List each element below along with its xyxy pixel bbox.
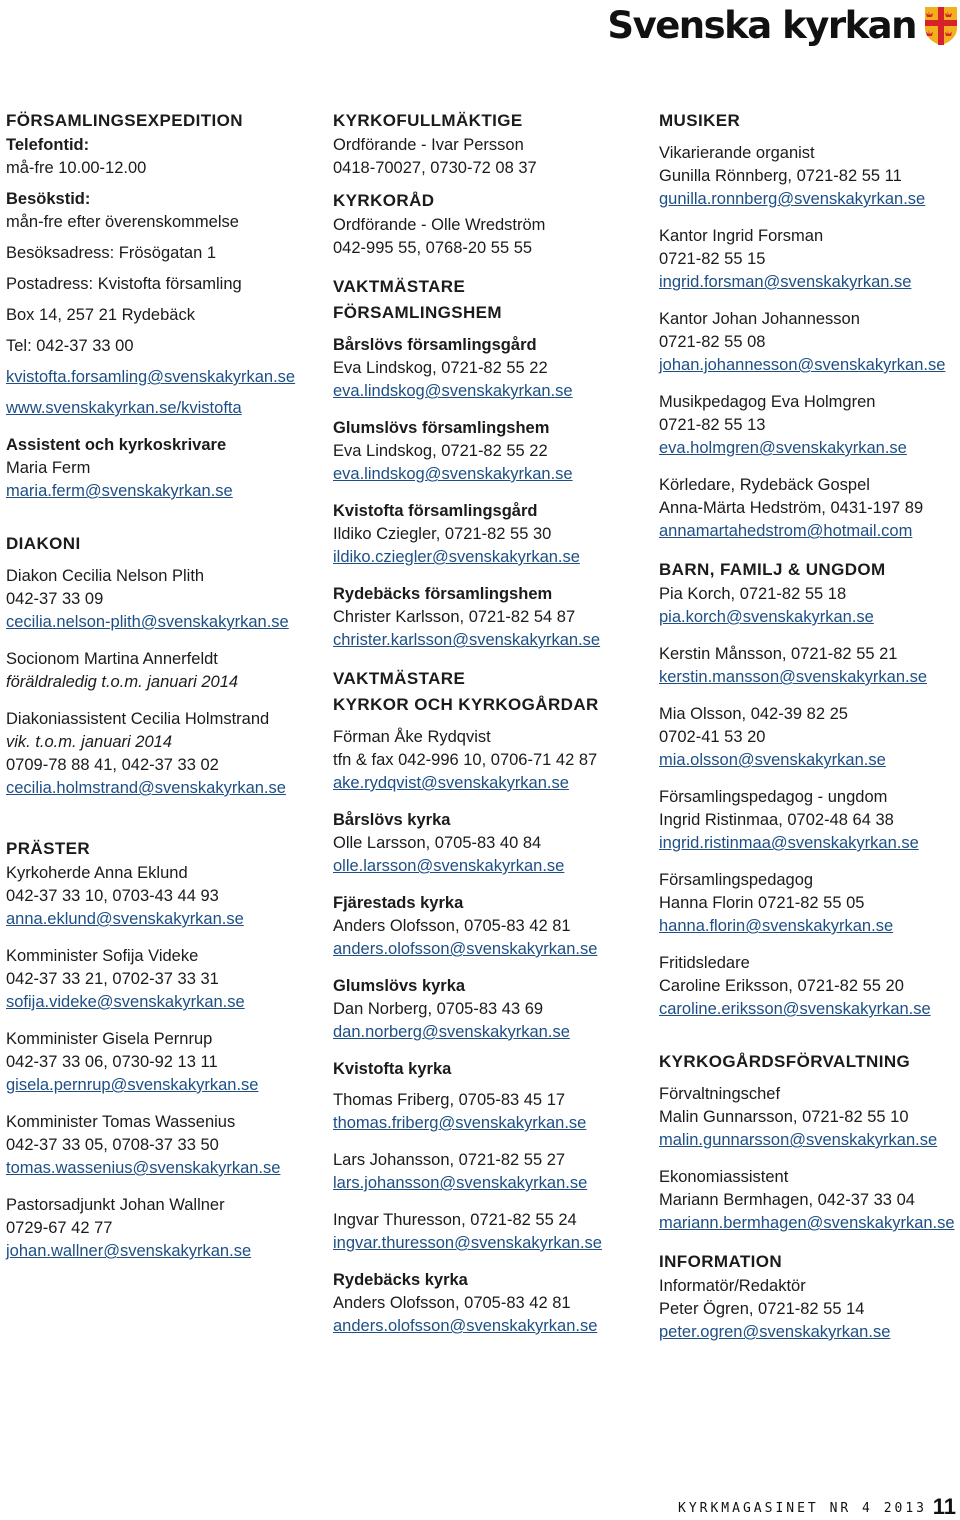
telefontid-label: Telefontid:: [6, 136, 90, 154]
bfu-6-title: Fritidsledare: [659, 954, 750, 972]
bfu-2-contact: Kerstin Månsson, 0721-82 55 21: [659, 645, 898, 663]
rydeback-kyrka-title: Rydebäcks kyrka: [333, 1271, 468, 1289]
kvistofta-kyrka-contact-1: Thomas Friberg, 0705-83 45 17: [333, 1091, 566, 1109]
kvistofta-kyrka-contact-3: Ingvar Thuresson, 0721-82 55 24: [333, 1211, 577, 1229]
musiker-1-contact: Gunilla Rönnberg, 0721-82 55 11: [659, 167, 902, 185]
column-musiker: [659, 108, 959, 1344]
bfu-6-email-link[interactable]: caroline.eriksson@svenskakyrkan.se: [659, 1000, 931, 1018]
heading-kyrkorad: KYRKORÅD: [333, 191, 435, 210]
rydeback-hem-contact: Christer Karlsson, 0721-82 54 87: [333, 608, 576, 626]
bfu-5-contact: Hanna Florin 0721-82 55 05: [659, 894, 865, 912]
prast-2-phone: 042-37 33 21, 0702-37 33 31: [6, 970, 219, 988]
diakoniassistent-email-link[interactable]: cecilia.holmstrand@svenskakyrkan.se: [6, 779, 286, 797]
diakon-phone: 042-37 33 09: [6, 590, 104, 608]
glumslov-kyrka-contact: Dan Norberg, 0705-83 43 69: [333, 1000, 544, 1018]
column-vaktmastare: [333, 108, 651, 1338]
forman-email-link[interactable]: ake.rydqvist@svenskakyrkan.se: [333, 774, 569, 792]
musiker-4-title: Musikpedagog Eva Holmgren: [659, 393, 876, 411]
kvistofta-kyrka-email-link-1[interactable]: thomas.friberg@svenskakyrkan.se: [333, 1114, 587, 1132]
kgf-2-email-link[interactable]: mariann.bermhagen@svenskakyrkan.se: [659, 1214, 955, 1232]
musiker-1-email-link[interactable]: gunilla.ronnberg@svenskakyrkan.se: [659, 190, 926, 208]
diakon-name: Diakon Cecilia Nelson Plith: [6, 567, 205, 585]
barslov-kyrka-contact: Olle Larsson, 0705-83 40 84: [333, 834, 542, 852]
logo-text: Svenska kyrkan: [607, 4, 916, 47]
rydeback-kyrka-email-link[interactable]: anders.olofsson@svenskakyrkan.se: [333, 1317, 598, 1335]
heading-information: INFORMATION: [659, 1252, 783, 1271]
prast-4-email-link[interactable]: tomas.wassenius@svenskakyrkan.se: [6, 1159, 281, 1177]
diakoniassistent-note: vik. t.o.m. januari 2014: [6, 733, 172, 751]
heading-kyrkogardsforvaltning: KYRKOGÅRDSFÖRVALTNING: [659, 1052, 911, 1071]
barslov-kyrka-title: Bårslövs kyrka: [333, 811, 451, 829]
assistent-title: Assistent och kyrkoskrivare: [6, 436, 227, 454]
prast-1-email-link[interactable]: anna.eklund@svenskakyrkan.se: [6, 910, 244, 928]
kvistofta-kyrka-contact-2: Lars Johansson, 0721-82 55 27: [333, 1151, 566, 1169]
prast-2-email-link[interactable]: sofija.videke@svenskakyrkan.se: [6, 993, 245, 1011]
heading-musiker: MUSIKER: [659, 111, 741, 130]
prast-4-phone: 042-37 33 05, 0708-37 33 50: [6, 1136, 219, 1154]
info-1-contact: Peter Ögren, 0721-82 55 14: [659, 1300, 865, 1318]
prast-3-email-link[interactable]: gisela.pernrup@svenskakyrkan.se: [6, 1076, 259, 1094]
heading-praster: PRÄSTER: [6, 839, 91, 858]
kgf-1-email-link[interactable]: malin.gunnarsson@svenskakyrkan.se: [659, 1131, 938, 1149]
kvistofta-kyrka-email-link-2[interactable]: lars.johansson@svenskakyrkan.se: [333, 1174, 588, 1192]
email-link[interactable]: kvistofta.forsamling@svenskakyrkan.se: [6, 368, 296, 386]
kr-chair: Ordförande - Olle Wredström: [333, 216, 546, 234]
bfu-6-contact: Caroline Eriksson, 0721-82 55 20: [659, 977, 904, 995]
heading-diakoni: DIAKONI: [6, 534, 81, 553]
barslov-kyrka-email-link[interactable]: olle.larsson@svenskakyrkan.se: [333, 857, 565, 875]
heading-kyrkor-kyrkogardar: KYRKOR OCH KYRKOGÅRDAR: [333, 695, 599, 714]
column-expedition: [6, 108, 321, 1263]
magazine-footer: KYRKMAGASINET NR 4 2013: [678, 1501, 928, 1516]
rydeback-hem-title: Rydebäcks församlingshem: [333, 585, 553, 603]
musiker-5-email-link[interactable]: annamartahedstrom@hotmail.com: [659, 522, 913, 540]
kvistofta-gard-contact: Ildiko Cziegler, 0721-82 55 30: [333, 525, 552, 543]
musiker-3-title: Kantor Johan Johannesson: [659, 310, 860, 328]
glumslov-hem-title: Glumslövs församlingshem: [333, 419, 550, 437]
besokstid-value: mån-fre efter överenskommelse: [6, 213, 239, 231]
prast-1-name: Kyrkoherde Anna Eklund: [6, 864, 188, 882]
telefontid-value: må-fre 10.00-12.00: [6, 159, 147, 177]
bfu-5-title: Församlingspedagog: [659, 871, 814, 889]
bfu-1-email-link[interactable]: pia.korch@svenskakyrkan.se: [659, 608, 874, 626]
bfu-4-email-link[interactable]: ingrid.ristinmaa@svenskakyrkan.se: [659, 834, 919, 852]
rydeback-hem-email-link[interactable]: christer.karlsson@svenskakyrkan.se: [333, 631, 601, 649]
barslov-gard-title: Bårslövs församlingsgård: [333, 336, 537, 354]
musiker-2-email-link[interactable]: ingrid.forsman@svenskakyrkan.se: [659, 273, 912, 291]
kgf-1-title: Förvaltningschef: [659, 1085, 781, 1103]
barslov-gard-email-link[interactable]: eva.lindskog@svenskakyrkan.se: [333, 382, 573, 400]
church-crest-icon: [924, 6, 958, 46]
kf-phone: 0418-70027, 0730-72 08 37: [333, 159, 537, 177]
kgf-2-title: Ekonomiassistent: [659, 1168, 789, 1186]
forman-phone: tfn & fax 042-996 10, 0706-71 42 87: [333, 751, 598, 769]
fjarestad-kyrka-title: Fjärestads kyrka: [333, 894, 464, 912]
bfu-1-contact: Pia Korch, 0721-82 55 18: [659, 585, 847, 603]
barslov-gard-contact: Eva Lindskog, 0721-82 55 22: [333, 359, 548, 377]
glumslov-kyrka-email-link[interactable]: dan.norberg@svenskakyrkan.se: [333, 1023, 570, 1041]
glumslov-kyrka-title: Glumslövs kyrka: [333, 977, 466, 995]
postadress: Postadress: Kvistofta församling: [6, 275, 242, 293]
prast-5-email-link[interactable]: johan.wallner@svenskakyrkan.se: [6, 1242, 252, 1260]
prast-5-phone: 0729-67 42 77: [6, 1219, 113, 1237]
kvistofta-gard-email-link[interactable]: ildiko.cziegler@svenskakyrkan.se: [333, 548, 580, 566]
bfu-5-email-link[interactable]: hanna.florin@svenskakyrkan.se: [659, 917, 894, 935]
besoksadress: Besöksadress: Frösögatan 1: [6, 244, 217, 262]
musiker-4-email-link[interactable]: eva.holmgren@svenskakyrkan.se: [659, 439, 907, 457]
musiker-2-phone: 0721-82 55 15: [659, 250, 766, 268]
socionom-note: föräldraledig t.o.m. januari 2014: [6, 673, 239, 691]
socionom-name: Socionom Martina Annerfeldt: [6, 650, 218, 668]
page-number: 11: [932, 1494, 956, 1519]
musiker-5-title: Körledare, Rydebäck Gospel: [659, 476, 870, 494]
heading-kyrkofullmaktige: KYRKOFULLMÄKTIGE: [333, 111, 523, 130]
musiker-4-phone: 0721-82 55 13: [659, 416, 766, 434]
musiker-1-title: Vikarierande organist: [659, 144, 815, 162]
musiker-3-phone: 0721-82 55 08: [659, 333, 766, 351]
kr-phone: 042-995 55, 0768-20 55 55: [333, 239, 533, 257]
info-1-email-link[interactable]: peter.ogren@svenskakyrkan.se: [659, 1323, 891, 1341]
prast-4-name: Komminister Tomas Wassenius: [6, 1113, 236, 1131]
forman-name: Förman Åke Rydqvist: [333, 728, 491, 746]
musiker-2-title: Kantor Ingrid Forsman: [659, 227, 824, 245]
heading-vaktmastare-2: VAKTMÄSTARE: [333, 669, 466, 688]
rydeback-kyrka-contact: Anders Olofsson, 0705-83 42 81: [333, 1294, 571, 1312]
prast-5-name: Pastorsadjunkt Johan Wallner: [6, 1196, 225, 1214]
diakon-email-link[interactable]: cecilia.nelson-plith@svenskakyrkan.se: [6, 613, 289, 631]
phone-main: Tel: 042-37 33 00: [6, 337, 134, 355]
bfu-3-contact: Mia Olsson, 042-39 82 25: [659, 705, 848, 723]
kgf-2-contact: Mariann Bermhagen, 042-37 33 04: [659, 1191, 915, 1209]
bfu-4-title: Församlingspedagog - ungdom: [659, 788, 888, 806]
musiker-5-contact: Anna-Märta Hedström, 0431-197 89: [659, 499, 924, 517]
prast-3-name: Komminister Gisela Pernrup: [6, 1030, 213, 1048]
bfu-4-contact: Ingrid Ristinmaa, 0702-48 64 38: [659, 811, 894, 829]
postbox: Box 14, 257 21 Rydebäck: [6, 306, 195, 324]
heading-forsamlingsexpedition: FÖRSAMLINGSEXPEDITION: [6, 111, 243, 130]
bfu-2-email-link[interactable]: kerstin.mansson@svenskakyrkan.se: [659, 668, 928, 686]
diakoniassistent-name: Diakoniassistent Cecilia Holmstrand: [6, 710, 270, 728]
bfu-3-email-link[interactable]: mia.olsson@svenskakyrkan.se: [659, 751, 886, 769]
website-link[interactable]: www.svenskakyrkan.se/kvistofta: [6, 399, 242, 417]
diakoniassistent-phone: 0709-78 88 41, 042-37 33 02: [6, 756, 219, 774]
bfu-3-phone: 0702-41 53 20: [659, 728, 766, 746]
glumslov-hem-email-link[interactable]: eva.lindskog@svenskakyrkan.se: [333, 465, 573, 483]
fjarestad-kyrka-contact: Anders Olofsson, 0705-83 42 81: [333, 917, 571, 935]
glumslov-hem-contact: Eva Lindskog, 0721-82 55 22: [333, 442, 548, 460]
kf-chair: Ordförande - Ivar Persson: [333, 136, 524, 154]
musiker-3-email-link[interactable]: johan.johannesson@svenskakyrkan.se: [659, 356, 946, 374]
prast-1-phone: 042-37 33 10, 0703-43 44 93: [6, 887, 219, 905]
assistent-email-link[interactable]: maria.ferm@svenskakyrkan.se: [6, 482, 233, 500]
besokstid-label: Besökstid:: [6, 190, 91, 208]
kvistofta-kyrka-title: Kvistofta kyrka: [333, 1060, 452, 1078]
prast-3-phone: 042-37 33 06, 0730-92 13 11: [6, 1053, 218, 1071]
kvistofta-gard-title: Kvistofta församlingsgård: [333, 502, 538, 520]
assistent-name: Maria Ferm: [6, 459, 91, 477]
kgf-1-contact: Malin Gunnarsson, 0721-82 55 10: [659, 1108, 909, 1126]
brand-logo: [607, 6, 958, 46]
heading-forsamlingshem: FÖRSAMLINGSHEM: [333, 303, 502, 322]
heading-barn-familj-ungdom: BARN, FAMILJ & UNGDOM: [659, 560, 886, 579]
info-1-title: Informatör/Redaktör: [659, 1277, 806, 1295]
fjarestad-kyrka-email-link[interactable]: anders.olofsson@svenskakyrkan.se: [333, 940, 598, 958]
kvistofta-kyrka-email-link-3[interactable]: ingvar.thuresson@svenskakyrkan.se: [333, 1234, 602, 1252]
heading-vaktmastare-1: VAKTMÄSTARE: [333, 277, 466, 296]
prast-2-name: Komminister Sofija Videke: [6, 947, 199, 965]
